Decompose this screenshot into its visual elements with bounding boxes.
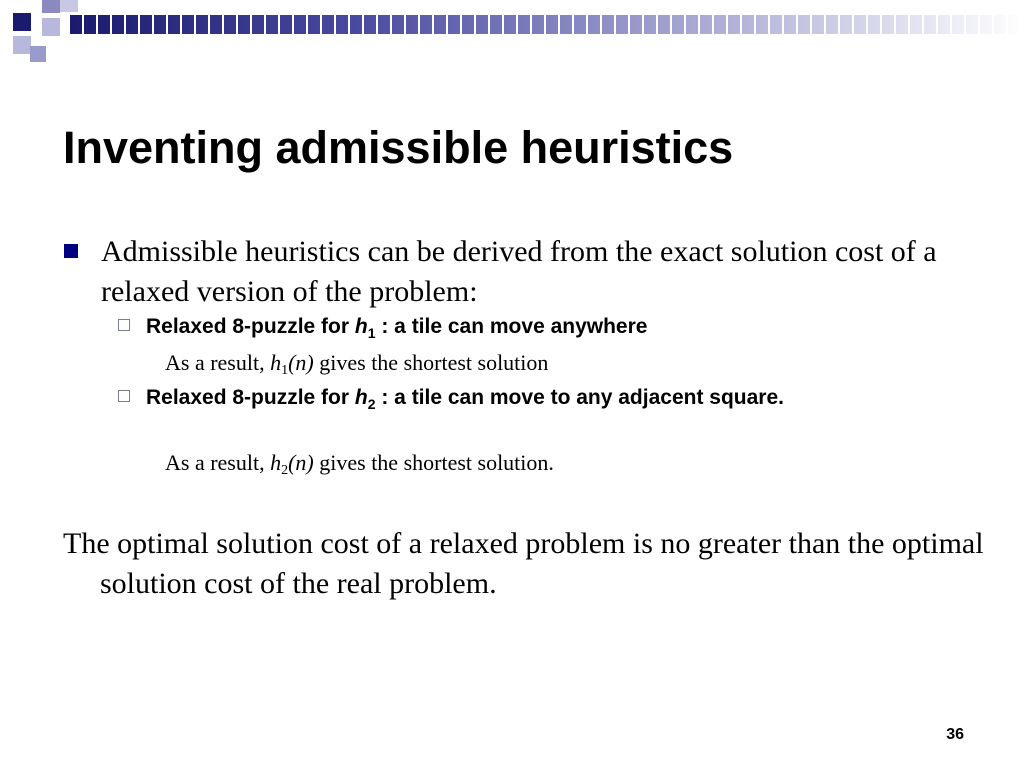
result-suffix: gives the shortest solution. [313,450,554,475]
hollow-square-bullet-icon [118,390,130,402]
sub-bullet-text [146,313,998,340]
page-number: 36 [946,726,964,743]
square-bullet-icon [64,244,78,258]
heuristic-subscript: 2 [281,463,289,478]
result-line-h2 [165,449,554,477]
heuristic-variable: h [354,386,368,409]
sub-bullet-suffix: : a tile can move anywhere [375,315,648,338]
decoration-band [70,15,1024,34]
decoration-square [30,46,46,62]
sub-bullet-h2 [118,384,998,411]
conclusion-paragraph: The optimal solution cost of a relaxed problem is no greater than the optimal solution cost of the real problem. [63,527,984,600]
heuristic-argument: (n) [288,450,314,475]
bullet-text: Admissible heuristics can be derived from the exact solution cost of a relaxed version of the problem: [101,235,937,308]
slide-decoration [0,0,1024,70]
result-prefix: As a result, [165,350,271,375]
heuristic-subscript: 1 [367,325,376,341]
decoration-square [13,36,31,54]
sub-bullet-text [146,384,998,411]
result-prefix: As a result, [165,450,271,475]
heuristic-variable: h [270,450,282,475]
slide-title: Inventing admissible heuristics [63,122,734,173]
decoration-square [13,13,31,31]
heuristic-argument: (n) [288,350,314,375]
sub-bullet-prefix: Relaxed 8-puzzle for [146,315,355,338]
sub-bullet-suffix: : a tile can move to any adjacent square. [375,386,784,409]
sub-bullet-h1 [118,313,998,340]
result-line-h1 [165,349,548,377]
heuristic-variable: h [270,350,282,375]
decoration-square [42,0,60,13]
heuristic-variable: h [354,315,368,338]
sub-bullet-prefix: Relaxed 8-puzzle for [146,386,355,409]
heuristic-subscript: 2 [367,396,376,412]
hollow-square-bullet-icon [118,319,130,331]
decoration-square [60,0,78,12]
decoration-square [42,18,60,36]
bullet-item [64,232,964,312]
result-suffix: gives the shortest solution [313,350,549,375]
heuristic-subscript: 1 [281,363,289,378]
